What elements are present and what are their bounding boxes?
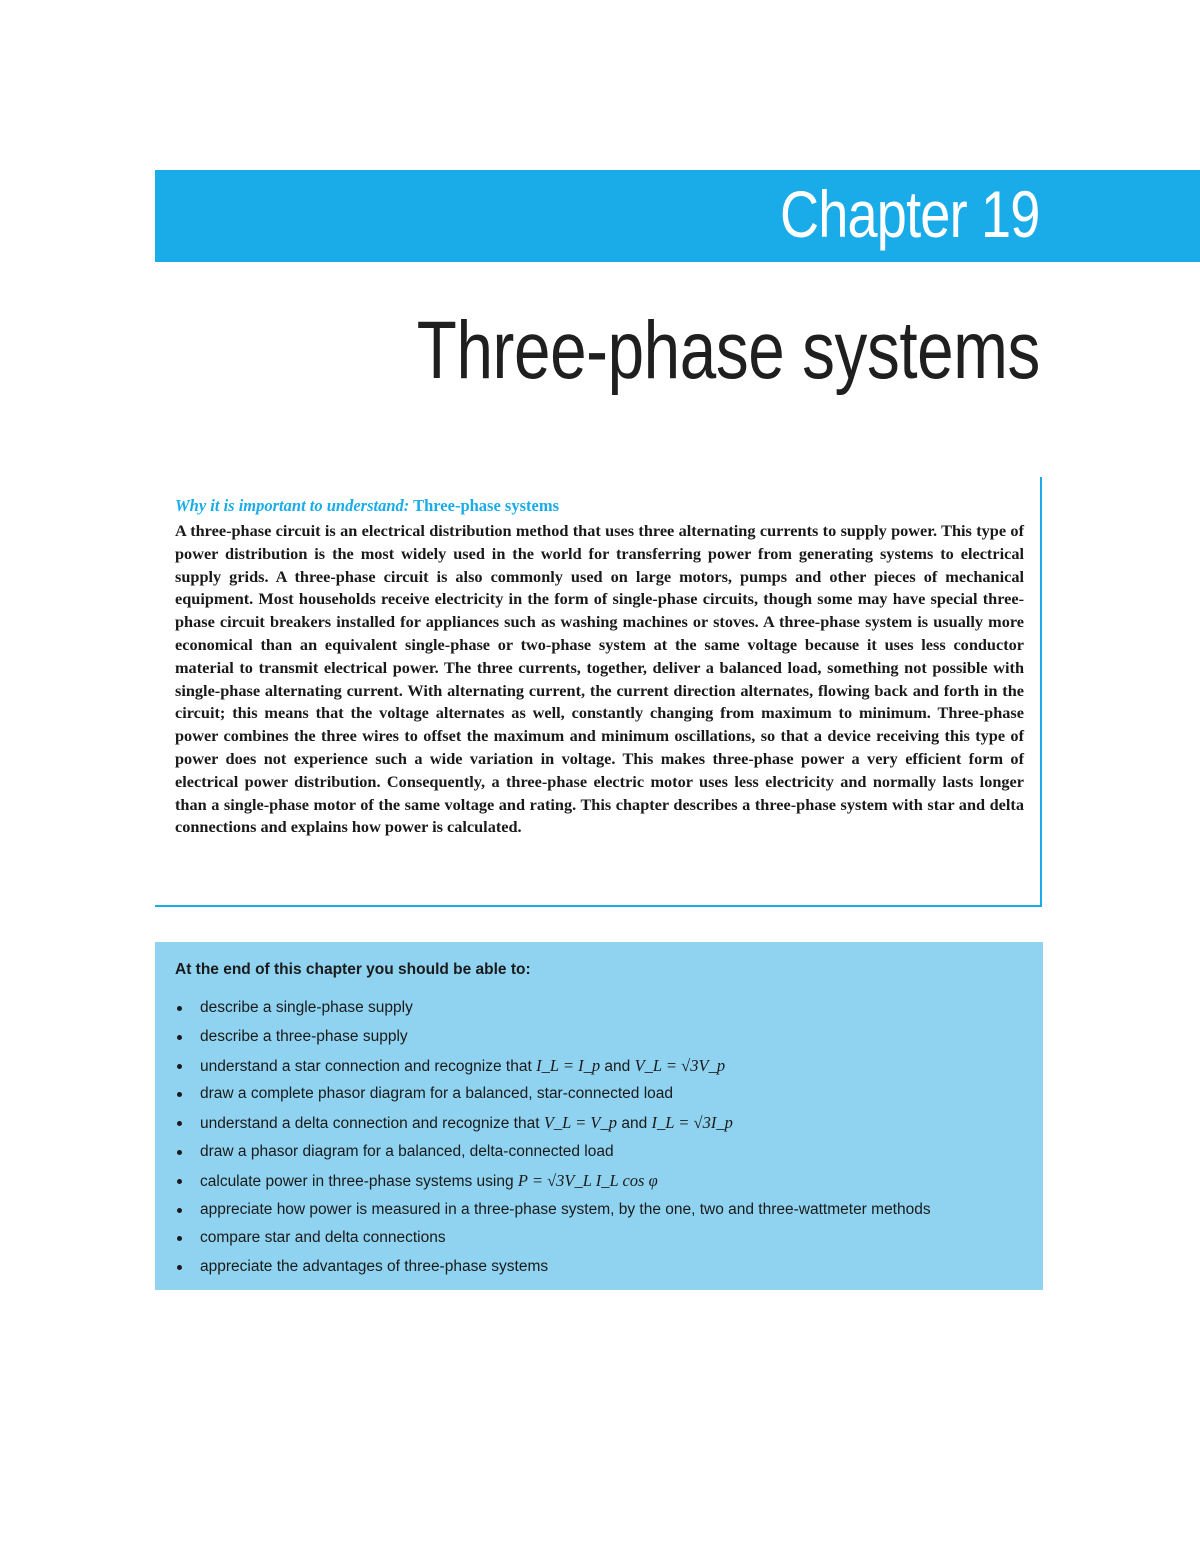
chapter-label: Chapter 19 bbox=[780, 177, 1040, 251]
objective-text: understand a delta connection and recognize that bbox=[200, 1115, 540, 1133]
why-important-box bbox=[155, 477, 1042, 907]
why-heading bbox=[175, 496, 559, 516]
objective-and: and bbox=[621, 1115, 648, 1133]
objectives-list bbox=[175, 995, 1035, 1283]
chapter-banner bbox=[155, 170, 1200, 262]
chapter-title: Three-phase systems bbox=[416, 305, 1040, 396]
objective-item: draw a phasor diagram for a balanced, delta-connected load bbox=[175, 1139, 1035, 1168]
formula-delta-current: I_L = √3I_p bbox=[651, 1113, 733, 1133]
why-heading-topic: Three-phase systems bbox=[413, 496, 559, 515]
objective-text: understand a star connection and recognize that bbox=[200, 1057, 532, 1075]
formula-delta-voltage: V_L = V_p bbox=[543, 1113, 618, 1133]
objective-item: compare star and delta connections bbox=[175, 1225, 1035, 1254]
objective-text: calculate power in three-phase systems using bbox=[200, 1172, 514, 1190]
objective-item: describe a three-phase supply bbox=[175, 1024, 1035, 1053]
objective-item: appreciate the advantages of three-phase systems bbox=[175, 1254, 1035, 1283]
objective-and: and bbox=[604, 1057, 631, 1075]
box-bottom-rule bbox=[155, 905, 1042, 907]
box-right-rule bbox=[1040, 477, 1042, 907]
why-heading-lead: Why it is important to understand: bbox=[175, 496, 410, 515]
formula-star-voltage: V_L = √3V_p bbox=[634, 1055, 726, 1075]
formula-star-current: I_L = I_p bbox=[536, 1055, 601, 1075]
why-body-paragraph: A three-phase circuit is an electrical distribution method that uses three alternating currents to supply power. This type of power distribution is the most widely used in the world for transferring power from generating systems to electrical supply grids. A three-phase circuit is also commonly used on large motors, pumps and other pieces of mechanical equipment. Most households receive electricity in the form of single-phase circuits, though some may have special three-phase circuit breakers installed for appliances such as washing machines or stoves. A three-phase system is usually more economical than an equivalent single-phase or two-phase system at the same voltage because it uses less conductor material to transmit electrical power. The three currents, together, deliver a balanced load, something not possible with single-phase alternating current. With alternating current, the current direction alternates, flowing back and forth in the circuit; this means that the voltage alternates as well, constantly changing from maximum to minimum. Three-phase power combines the three wires to offset the maximum and minimum oscillations, so that a device receiving this type of power does not experience such a wide variation in voltage. This makes three-phase power a very efficient form of electrical power distribution. Consequently, a three-phase electric motor uses less electricity and normally lasts longer than a single-phase motor of the same voltage and rating. This chapter describes a three-phase system with star and delta connections and explains how power is calculated. bbox=[175, 521, 1024, 837]
learning-objectives-box bbox=[155, 942, 1043, 1290]
objective-item bbox=[175, 1110, 1035, 1139]
objective-item bbox=[175, 1168, 1035, 1197]
objective-item: appreciate how power is measured in a three-phase system, by the one, two and three-wattmeter methods bbox=[175, 1197, 1035, 1226]
formula-power: P = √3V_L I_L cos φ bbox=[517, 1170, 658, 1190]
objectives-heading: At the end of this chapter you should be able to: bbox=[175, 961, 531, 978]
objective-item: describe a single-phase supply bbox=[175, 995, 1035, 1024]
objective-item bbox=[175, 1053, 1035, 1082]
objective-item: draw a complete phasor diagram for a balanced, star-connected load bbox=[175, 1081, 1035, 1110]
